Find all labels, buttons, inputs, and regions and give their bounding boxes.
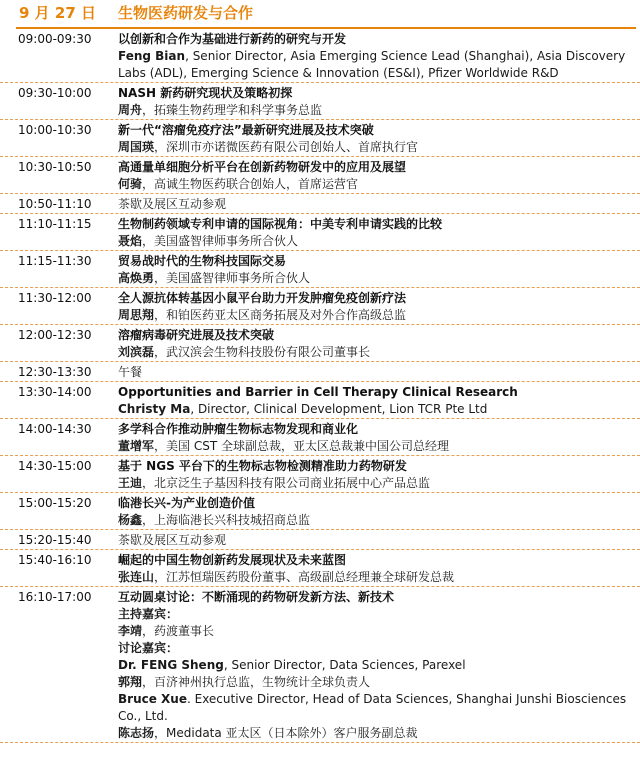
schedule-row xyxy=(0,120,640,157)
session-title: 新一代“溶瘤免疫疗法”最新研究进展及技术突破 xyxy=(118,123,374,137)
speaker-name: 李靖 xyxy=(118,624,143,638)
speaker-name: 杨鑫 xyxy=(118,513,143,527)
speaker-affiliation: ，Medidata 亚太区（日本除外）客户服务副总裁 xyxy=(154,726,418,740)
speaker-line xyxy=(118,176,632,193)
session-time: 12:00-12:30 xyxy=(18,328,92,342)
speaker-line xyxy=(118,512,632,529)
speaker-line xyxy=(118,48,632,82)
session-time: 11:10-11:15 xyxy=(18,217,92,231)
speaker-line xyxy=(118,233,632,250)
speaker-affiliation: , Senior Director, Asia Emerging Science Lead (Shanghai), Asia Discovery Labs (ADL), Emerging Science & Innovation (ES&I), Pfizer Worldwide R&D xyxy=(118,49,626,80)
speaker-name: 周舟 xyxy=(118,103,143,117)
session-time: 13:30-14:00 xyxy=(18,385,92,399)
session-time: 15:20-15:40 xyxy=(18,533,92,547)
speaker-name: Dr. FENG Sheng xyxy=(118,658,224,672)
session-content xyxy=(118,530,632,549)
schedule-row xyxy=(0,587,640,743)
session-content xyxy=(118,550,632,586)
page-header xyxy=(0,0,640,28)
session-title: 崛起的中国生物创新药发展现状及未来蓝图 xyxy=(118,553,347,567)
speaker-line xyxy=(118,691,632,725)
session-content xyxy=(118,419,632,455)
session-break: 茶歇及展区互动参观 xyxy=(118,533,227,547)
schedule-row xyxy=(0,456,640,493)
session-title: 基于 NGS 平台下的生物标志物检测精准助力药物研发 xyxy=(118,459,407,473)
session-content xyxy=(118,288,632,324)
session-time: 14:30-15:00 xyxy=(18,459,92,473)
session-time: 10:50-11:10 xyxy=(18,197,92,211)
speaker-name: 周思翔 xyxy=(118,308,155,322)
session-time: 15:40-16:10 xyxy=(18,553,92,567)
speaker-affiliation: ，美国盛智律师事务所合伙人 xyxy=(154,271,311,285)
session-content xyxy=(118,587,632,742)
speaker-affiliation: ，和铂医药亚太区商务拓展及对外合作高级总监 xyxy=(154,308,407,322)
speaker-affiliation: ，药渡董事长 xyxy=(142,624,215,638)
session-time: 10:30-10:50 xyxy=(18,160,92,174)
speaker-line xyxy=(118,270,632,287)
session-title: 溶瘤病毒研究进展及技术突破 xyxy=(118,328,275,342)
speaker-affiliation: ，拓臻生物药理学和科学事务总监 xyxy=(142,103,323,117)
schedule-table xyxy=(0,29,640,743)
session-title: NASH 新药研究现状及策略初探 xyxy=(118,86,293,100)
speaker-line xyxy=(118,725,632,742)
schedule-row xyxy=(0,382,640,419)
session-time: 10:00-10:30 xyxy=(18,123,92,137)
schedule-row xyxy=(0,157,640,194)
session-time: 14:00-14:30 xyxy=(18,422,92,436)
speaker-name: 刘滨磊 xyxy=(118,345,155,359)
speaker-affiliation: ，美国盛智律师事务所合伙人 xyxy=(142,234,299,248)
speaker-name: 王迪 xyxy=(118,476,143,490)
speaker-line xyxy=(118,475,632,492)
speaker-name: 周国瑛 xyxy=(118,140,155,154)
session-time: 09:00-09:30 xyxy=(18,32,92,46)
speaker-name: 陈志扬 xyxy=(118,726,155,740)
speaker-affiliation: , Director, Clinical Development, Lion TCR Pte Ltd xyxy=(190,402,488,416)
schedule-row xyxy=(0,325,640,362)
speaker-affiliation: ，北京泛生子基因科技有限公司商业拓展中心产品总监 xyxy=(142,476,431,490)
role-label: 讨论嘉宾： xyxy=(118,641,179,655)
schedule-row xyxy=(0,214,640,251)
schedule-row xyxy=(0,194,640,214)
session-content xyxy=(118,214,632,250)
speaker-affiliation: ，深圳市亦诺微医药有限公司创始人、首席执行官 xyxy=(154,140,419,154)
session-content xyxy=(118,194,632,213)
speaker-line xyxy=(118,102,632,119)
schedule-row xyxy=(0,29,640,83)
session-content xyxy=(118,157,632,193)
session-title: 生物制药领域专利申请的国际视角：中美专利申请实践的比较 xyxy=(118,217,443,231)
speaker-name: 聂焰 xyxy=(118,234,143,248)
speaker-line xyxy=(118,438,632,455)
schedule-row xyxy=(0,419,640,456)
speaker-name: Christy Ma xyxy=(118,402,191,416)
session-break: 午餐 xyxy=(118,365,143,379)
schedule-row xyxy=(0,83,640,120)
session-break: 茶歇及展区互动参观 xyxy=(118,197,227,211)
schedule-row xyxy=(0,530,640,550)
session-title: 高通量单细胞分析平台在创新药物研发中的应用及展望 xyxy=(118,160,407,174)
header-date: 9 月 27 日 xyxy=(19,4,96,22)
speaker-affiliation: ，江苏恒瑞医药股份董事、高级副总经理兼全球研发总裁 xyxy=(154,570,455,584)
session-time: 09:30-10:00 xyxy=(18,86,92,100)
session-title: Opportunities and Barrier in Cell Therapy Clinical Research xyxy=(118,385,518,399)
speaker-name: 郭翔 xyxy=(118,675,143,689)
speaker-affiliation: ，上海临港长兴科技城招商总监 xyxy=(142,513,311,527)
session-content xyxy=(118,325,632,361)
speaker-name: Feng Bian xyxy=(118,49,186,63)
schedule-row xyxy=(0,362,640,382)
speaker-line xyxy=(118,307,632,324)
speaker-affiliation: ，百济神州执行总监，生物统计全球负责人 xyxy=(142,675,371,689)
session-title: 以创新和合作为基础进行新药的研究与开发 xyxy=(118,32,347,46)
speaker-name: 高焕勇 xyxy=(118,271,155,285)
session-title: 互动圆桌讨论：不断涌现的药物研发新方法、新技术 xyxy=(118,590,395,604)
role-label: 主持嘉宾： xyxy=(118,607,179,621)
schedule-row xyxy=(0,493,640,530)
session-time: 12:30-13:30 xyxy=(18,365,92,379)
session-content xyxy=(118,83,632,119)
session-content xyxy=(118,382,632,418)
session-title: 临港长兴-为产业创造价值 xyxy=(118,496,255,510)
speaker-affiliation: ，武汉滨会生物科技股份有限公司董事长 xyxy=(154,345,371,359)
speaker-affiliation: ，高诚生物医药联合创始人，首席运营官 xyxy=(142,177,359,191)
session-time: 15:00-15:20 xyxy=(18,496,92,510)
speaker-name: 何骑 xyxy=(118,177,143,191)
speaker-name: 董增军 xyxy=(118,439,155,453)
session-content xyxy=(118,251,632,287)
speaker-line xyxy=(118,657,632,674)
session-time: 11:30-12:00 xyxy=(18,291,92,305)
session-time: 11:15-11:30 xyxy=(18,254,92,268)
session-content xyxy=(118,362,632,381)
session-title: 多学科合作推动肿瘤生物标志物发现和商业化 xyxy=(118,422,359,436)
session-time: 16:10-17:00 xyxy=(18,590,92,604)
speaker-line xyxy=(118,674,632,691)
session-content xyxy=(118,493,632,529)
session-content xyxy=(118,456,632,492)
session-title: 全人源抗体转基因小鼠平台助力开发肿瘤免疫创新疗法 xyxy=(118,291,407,305)
speaker-line xyxy=(118,569,632,586)
speaker-name: Bruce Xue xyxy=(118,692,187,706)
speaker-line xyxy=(118,344,632,361)
speaker-name: 张连山 xyxy=(118,570,155,584)
speaker-affiliation: . Executive Director, Head of Data Sciences, Shanghai Junshi Biosciences Co., Ltd. xyxy=(118,692,627,723)
session-content xyxy=(118,120,632,156)
speaker-line xyxy=(118,401,632,418)
header-title: 生物医药研发与合作 xyxy=(118,4,254,22)
speaker-affiliation: , Senior Director, Data Sciences, Parexel xyxy=(223,658,466,672)
schedule-row xyxy=(0,288,640,325)
speaker-line xyxy=(118,623,632,640)
session-content xyxy=(118,29,632,82)
session-title: 贸易战时代的生物科技国际交易 xyxy=(118,254,287,268)
schedule-row xyxy=(0,550,640,587)
speaker-line xyxy=(118,139,632,156)
speaker-affiliation: ，美国 CST 全球副总裁，亚太区总裁兼中国公司总经理 xyxy=(154,439,449,453)
schedule-row xyxy=(0,251,640,288)
